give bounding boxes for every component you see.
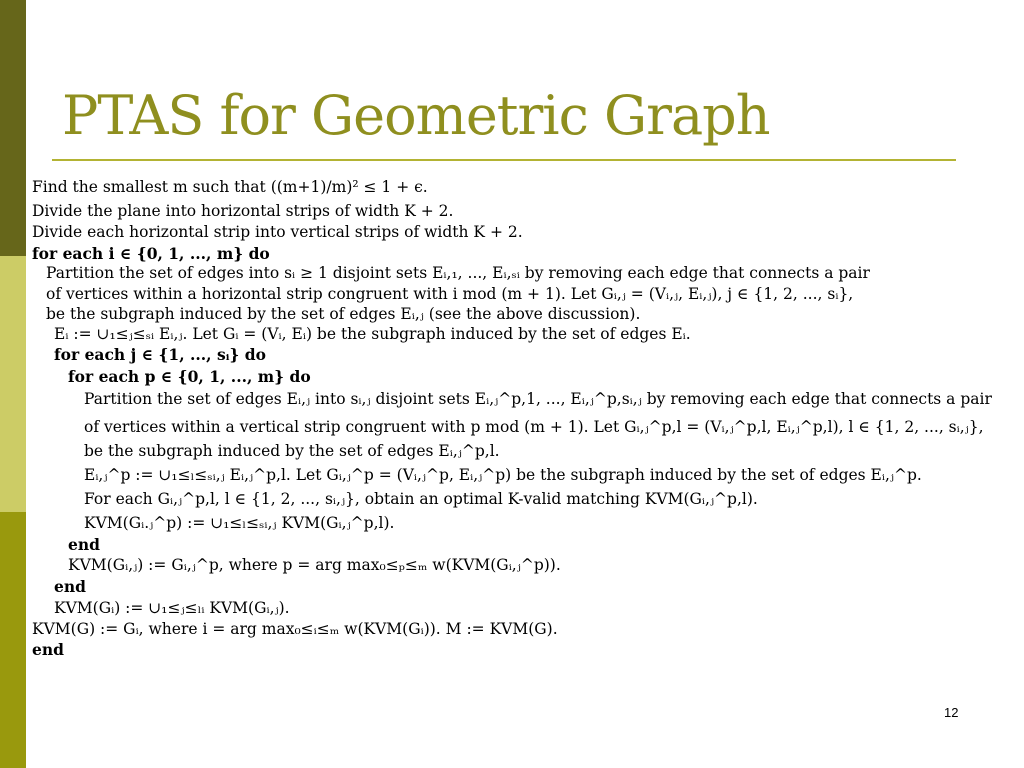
algorithm-line: KVM(G) := Gᵢ, where i = arg max₀≤ᵢ≤ₘ w(KVM(Gᵢ)). M := KVM(G). [32, 620, 558, 638]
algorithm-line: for each j ∈ {1, ..., sᵢ} do [54, 345, 266, 364]
sidebar-segment-middle [0, 256, 26, 512]
sidebar-accent [0, 0, 26, 768]
algorithm-line: Eᵢ,ⱼ^p := ∪₁≤ₗ≤ₛᵢ,ⱼ Eᵢ,ⱼ^p,l. Let Gᵢ,ⱼ^p = (Vᵢ,ⱼ^p, Eᵢ,ⱼ^p) be the subgraph induced by the set of edges Eᵢ,ⱼ^p. [84, 466, 922, 484]
algorithm-line: For each Gᵢ,ⱼ^p,l, l ∈ {1, 2, ..., sᵢ,ⱼ}, obtain an optimal K-valid matching KVM(Gᵢ,ⱼ^p,l). [84, 490, 758, 508]
algorithm-line: Partition the set of edges into sᵢ ≥ 1 disjoint sets Eᵢ,₁, ..., Eᵢ,ₛᵢ by removing each edge that connects a pair [46, 264, 870, 282]
sidebar-segment-bottom [0, 512, 26, 768]
algorithm-line: KVM(Gᵢ.ⱼ^p) := ∪₁≤ₗ≤ₛᵢ,ⱼ KVM(Gᵢ,ⱼ^p,l). [84, 514, 395, 532]
algorithm-line: for each p ∈ {0, 1, ..., m} do [68, 367, 311, 386]
algorithm-line: end [68, 535, 100, 554]
algorithm-line: KVM(Gᵢ) := ∪₁≤ⱼ≤ₗᵢ KVM(Gᵢ,ⱼ). [54, 599, 290, 617]
algorithm-line: be the subgraph induced by the set of edges Eᵢ,ⱼ^p,l. [84, 442, 500, 460]
algorithm-line: of vertices within a vertical strip congruent with p mod (m + 1). Let Gᵢ,ⱼ^p,l = (Vᵢ,ⱼ^p,l, Eᵢ,ⱼ^p,l), l ∈ {1, 2, ..., sᵢ,ⱼ}, [84, 418, 984, 436]
sidebar-segment-top [0, 0, 26, 256]
algorithm-line: Partition the set of edges Eᵢ,ⱼ into sᵢ,ⱼ disjoint sets Eᵢ,ⱼ^p,1, ..., Eᵢ,ⱼ^p,sᵢ,ⱼ by removing each edge that connects a pair [84, 390, 992, 408]
algorithm-line: Divide the plane into horizontal strips of width K + 2. [32, 202, 454, 220]
slide-title: PTAS for Geometric Graph [62, 84, 770, 147]
algorithm-line: be the subgraph induced by the set of edges Eᵢ,ⱼ (see the above discussion). [46, 305, 641, 323]
algorithm-line: Eᵢ := ∪₁≤ⱼ≤ₛᵢ Eᵢ,ⱼ. Let Gᵢ = (Vᵢ, Eᵢ) be the subgraph induced by the set of edges Eᵢ. [54, 325, 691, 343]
algorithm-line: Divide each horizontal strip into vertical strips of width K + 2. [32, 223, 523, 241]
algorithm-line: KVM(Gᵢ,ⱼ) := Gᵢ,ⱼ^p, where p = arg max₀≤ₚ≤ₘ w(KVM(Gᵢ,ⱼ^p)). [68, 556, 561, 574]
title-divider [52, 159, 956, 161]
algorithm-line: end [54, 577, 86, 596]
algorithm-line: end [32, 640, 64, 659]
algorithm-line: for each i ∈ {0, 1, ..., m} do [32, 244, 270, 263]
algorithm-line: of vertices within a horizontal strip congruent with i mod (m + 1). Let Gᵢ,ⱼ = (Vᵢ,ⱼ, Eᵢ,ⱼ), j ∈ {1, 2, ..., sᵢ}, [46, 285, 854, 303]
page-number: 12 [944, 705, 959, 720]
algorithm-line: Find the smallest m such that ((m+1)/m)² ≤ 1 + ϵ. [32, 178, 428, 196]
